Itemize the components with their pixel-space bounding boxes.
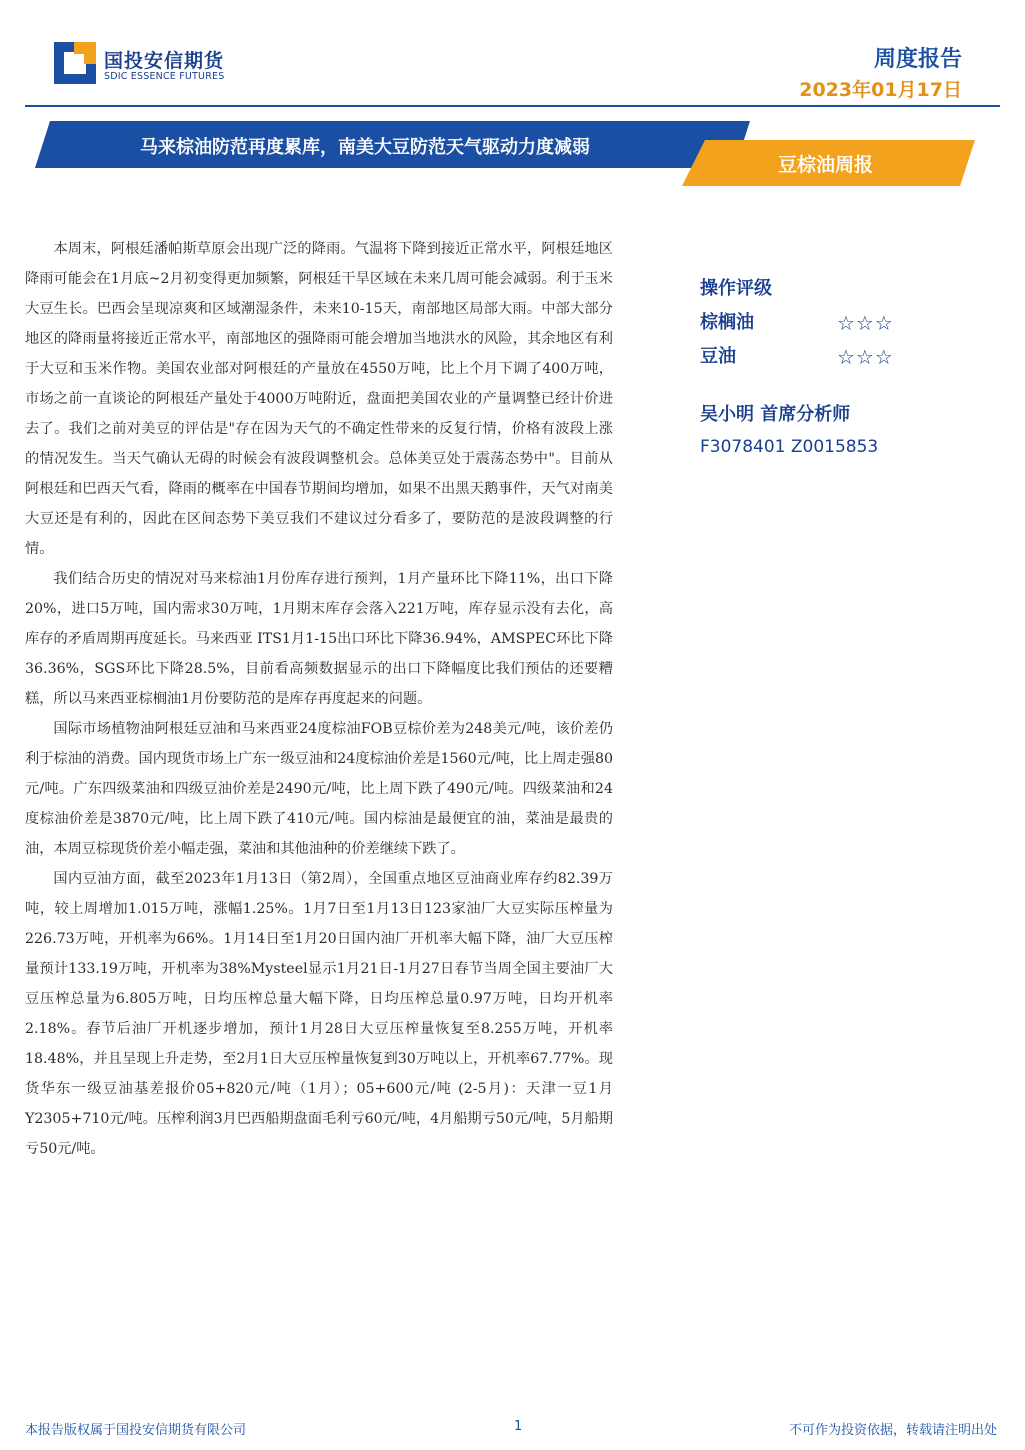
company-logo (54, 42, 234, 90)
rating-row-soybean-oil (700, 340, 1000, 374)
logo-company-name: 国投安信期货 (104, 50, 225, 72)
report-title: 马来棕油防范再度累库，南美大豆防范天气驱动力度减弱 (140, 137, 590, 158)
analyst-license-ids: F3078401 Z0015853 (700, 437, 879, 457)
report-category-tag: 豆棕油周报 (778, 154, 874, 176)
report-type: 周度报告 (873, 47, 962, 72)
report-date: 2023年01月17日 (799, 79, 962, 101)
rating-row-palm-oil (700, 306, 1000, 340)
body-paragraph: 国内豆油方面，截至2023年1月13日（第2周），全国重点地区豆油商业库存约82.39万吨，较上周增加1.015万吨，涨幅1.25%。1月7日至1月13日123家油厂大豆实际压榨量为226.73万吨，开机率为66%。1月14日至1月20日国内油厂开机率大幅下降，油厂大豆压榨量预计133.19万吨，开机率为38%Mysteel显示1月21日-1月27日春节当周全国主要油厂大豆压榨总量为6.805万吨，日均压榨总量大幅下降，日均压榨总量0.97万吨，日均开机率2.18%。春节后油厂开机逐步增加，预计1月28日大豆压榨量恢复至8.255万吨，开机率18.48%，并且呈现上升走势，至2月1日大豆压榨量恢复到30万吨以上，开机率67.77%。现货华东一级豆油基差报价05+820元/吨（1月）；05+600元/吨 (2-5月)：天津一豆1月Y2305+710元/吨。压榨利润3月巴西船期盘面毛利亏60元/吨，4月船期亏50元/吨，5月船期亏50元/吨。 (25, 871, 613, 1157)
rating-name: 棕榈油 (700, 312, 754, 333)
header-divider (25, 105, 1000, 107)
body-paragraph: 我们结合历史的情况对马来棕油1月份库存进行预判，1月产量环比下降11%，出口下降20%，进口5万吨，国内需求30万吨，1月期末库存会落入221万吨，库存显示没有去化，高库存的矛盾周期再度延长。马来西亚 ITS1月1-15出口环比下降36.94%，AMSPEC环比下降36.36%，SGS环比下降28.5%，目前看高频数据显示的出口下降幅度比我们预估的还要糟糕，所以马来西亚棕榈油1月份要防范的是库存再度起来的问题。 (25, 571, 613, 707)
logo-company-name-en: SDIC ESSENCE FUTURES (104, 71, 225, 82)
footer-disclaimer: 不可作为投资依据，转载请注明出处 (788, 1423, 997, 1438)
logo-mark-icon (54, 42, 96, 84)
rating-heading: 操作评级 (700, 278, 772, 299)
analyst-name: 吴小明 首席分析师 (700, 404, 851, 425)
page-number: 1 (514, 1419, 523, 1434)
report-body (25, 234, 613, 1164)
body-paragraph: 本周末，阿根廷潘帕斯草原会出现广泛的降雨。气温将下降到接近正常水平，阿根廷地区降雨可能会在1月底~2月初变得更加频繁，阿根廷干旱区域在未来几周可能会减弱。利于玉米大豆生长。巴西会呈现凉爽和区域潮湿条件，未来10-15天，南部地区局部大雨。中部大部分地区的降雨量将接近正常水平，南部地区的强降雨可能会增加当地洪水的风险，其余地区有利于大豆和玉米作物。美国农业部对阿根廷的产量放在4550万吨，比上个月下调了400万吨，市场之前一直谈论的阿根廷产量处于4000万吨附近，盘面把美国农业的产量调整已经计价进去了。我们之前对美豆的评估是"存在因为天气的不确定性带来的反复行情，价格有波段上涨的情况发生。当天气确认无碍的时候会有波段调整机会。总体美豆处于震荡态势中"。目前从阿根廷和巴西天气看，降雨的概率在中国春节期间均增加，如果不出黑天鹅事件，天气对南美大豆还是有利的，因此在区间态势下美豆我们不建议过分看多了，要防范的是波段调整的行情。 (25, 241, 613, 557)
star-rating-icon: ☆☆☆ (837, 311, 894, 335)
rating-name: 豆油 (700, 346, 736, 367)
body-paragraph: 国际市场植物油阿根廷豆油和马来西亚24度棕油FOB豆棕价差为248美元/吨，该价差仍利于棕油的消费。国内现货市场上广东一级豆油和24度棕油价差是1560元/吨，比上周走强80元/吨。广东四级菜油和四级豆油价差是2490元/吨，比上周下跌了490元/吨。四级菜油和24度棕油价差是3870元/吨，比上周下跌了410元/吨。国内棕油是最便宜的油，菜油是最贵的油，本周豆棕现货价差小幅走强，菜油和其他油种的价差继续下跌了。 (25, 721, 613, 857)
footer-copyright: 本报告版权属于国投安信期货有限公司 (25, 1423, 247, 1438)
rating-sidebar (700, 272, 1000, 462)
star-rating-icon: ☆☆☆ (837, 345, 894, 369)
